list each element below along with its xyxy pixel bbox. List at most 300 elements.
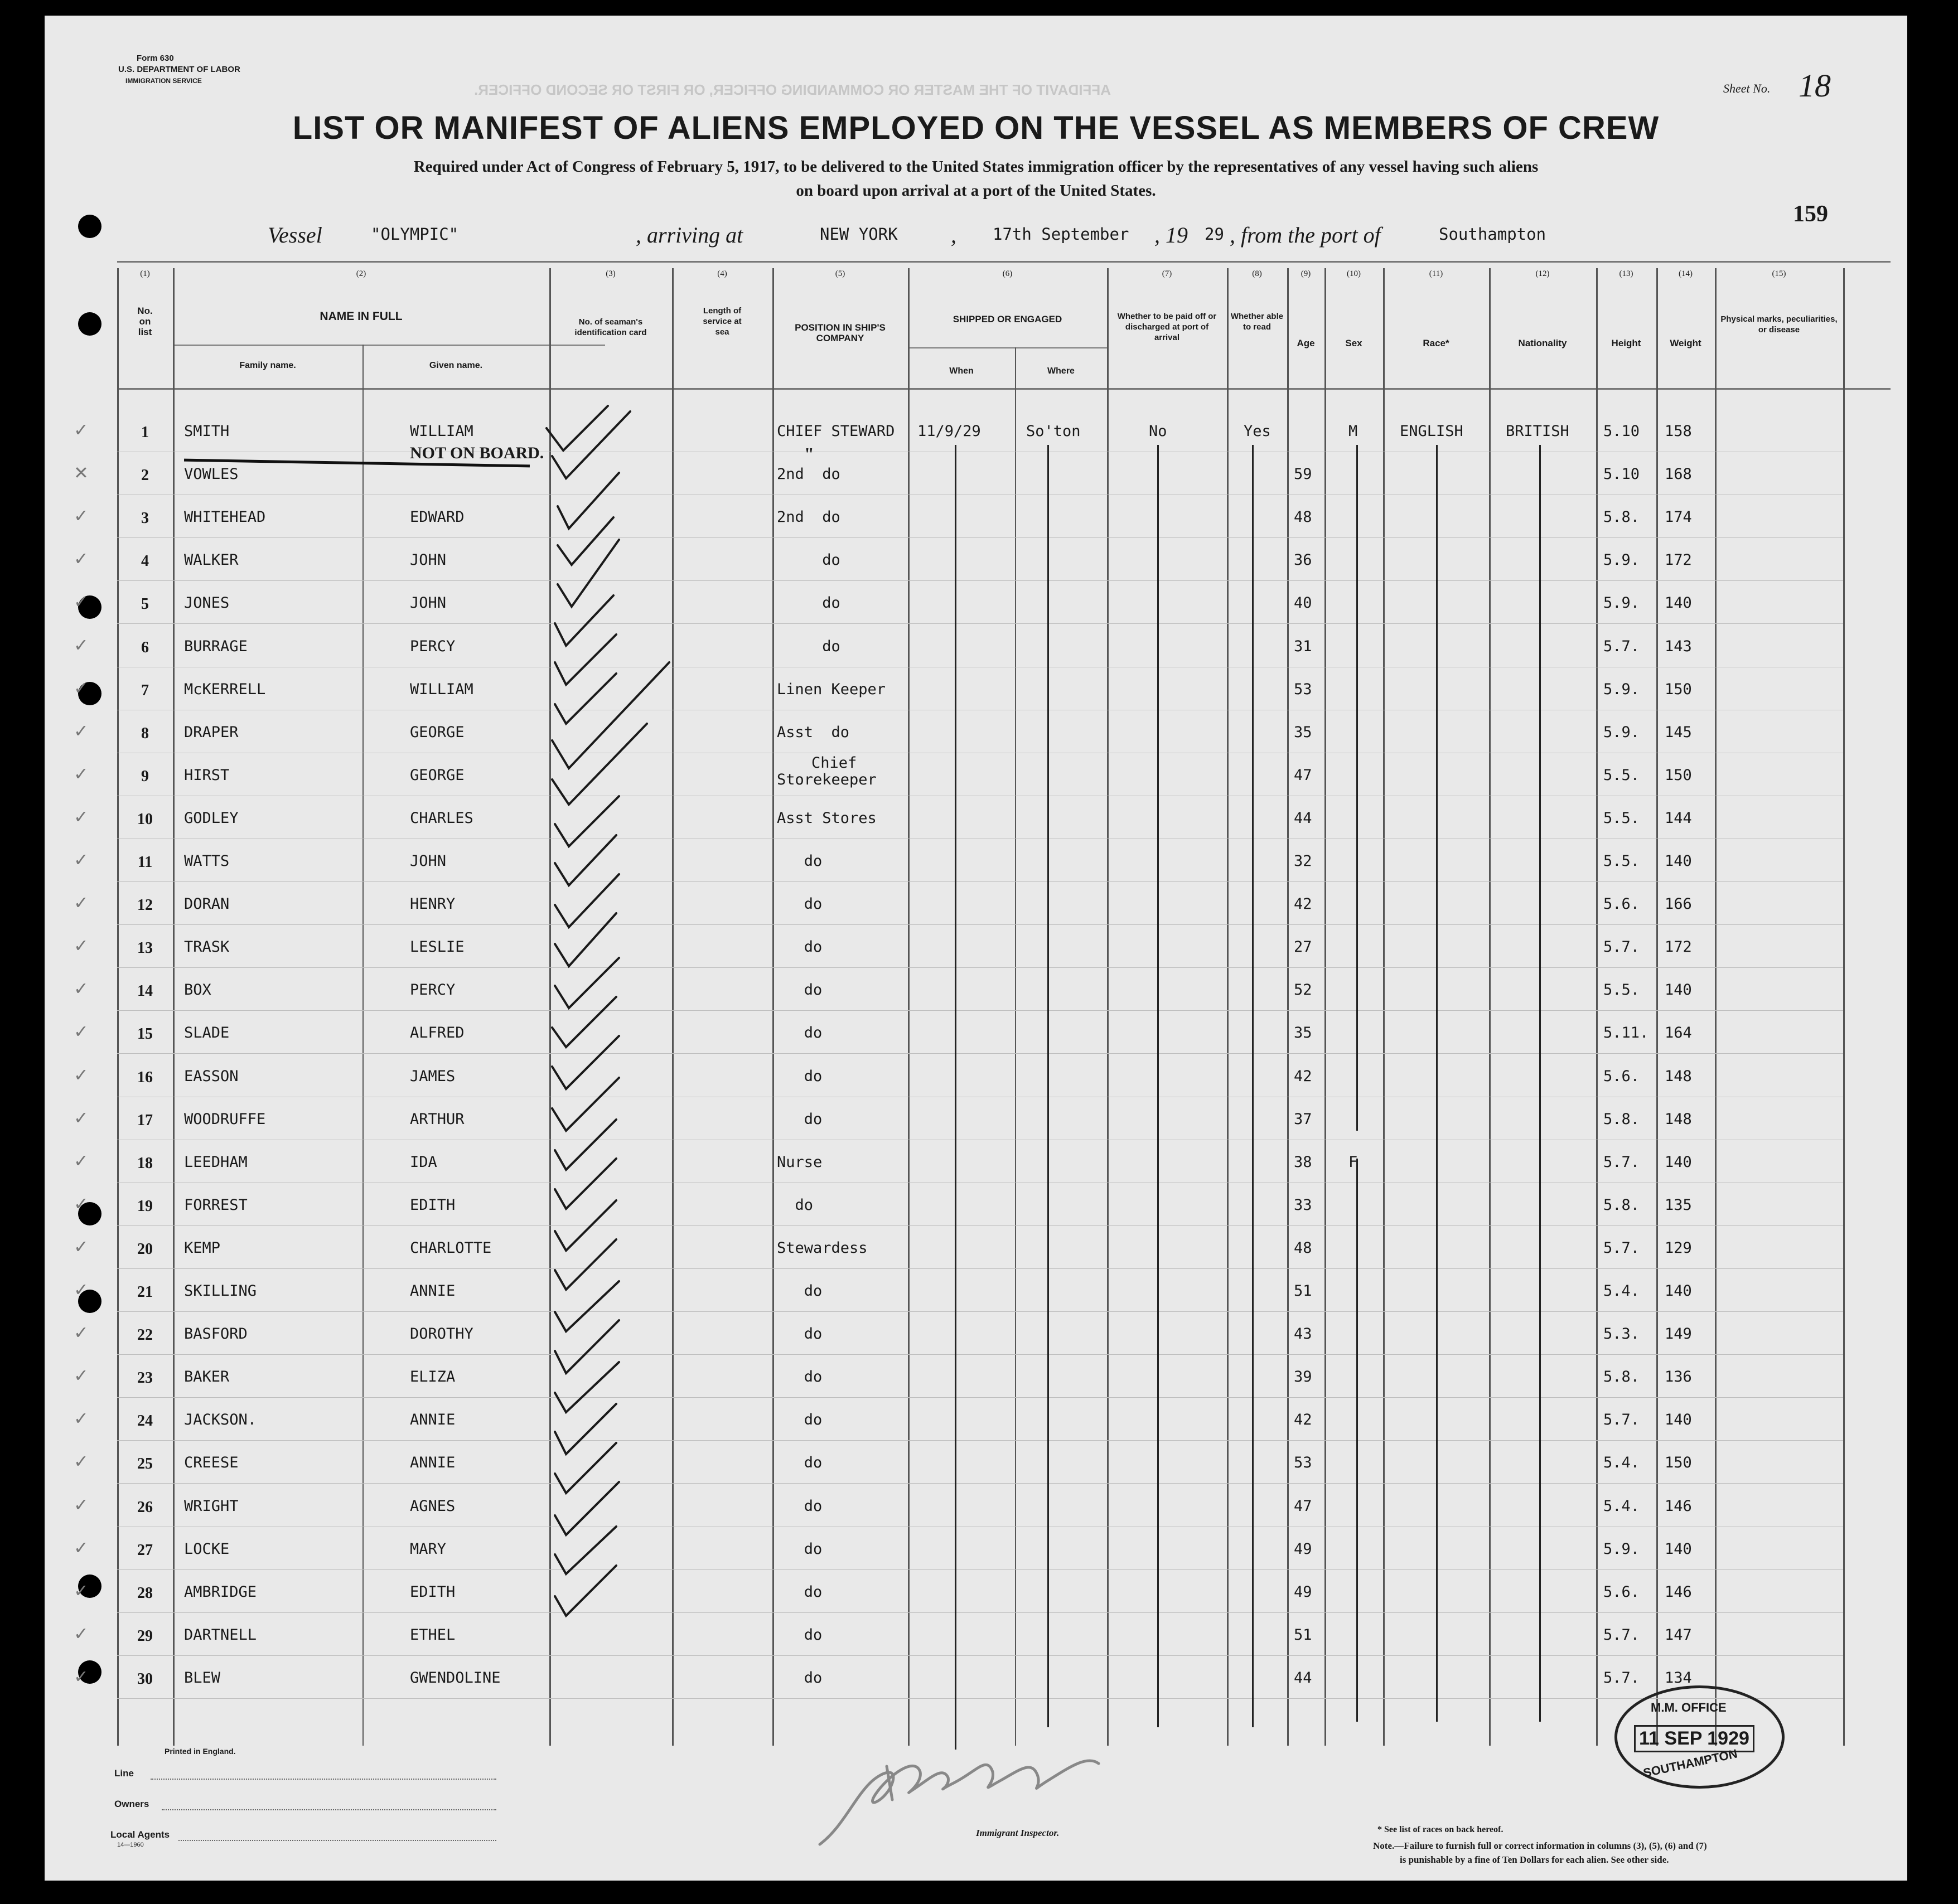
check-mark: ✓ — [74, 850, 89, 870]
position-cell: do — [777, 938, 823, 956]
age-cell: 48 — [1294, 508, 1312, 526]
header-bottom-rule — [117, 388, 1891, 390]
row-number: 7 — [141, 682, 149, 699]
given-name-cell: AGNES — [410, 1498, 456, 1515]
check-mark: ✓ — [74, 1280, 89, 1300]
given-name-cell: JOHN — [410, 551, 447, 569]
shipped-when-cell: 11/9/29 — [917, 423, 981, 440]
given-name-cell: ETHEL — [410, 1626, 456, 1644]
height-cell: 5.5. — [1603, 767, 1640, 784]
row-number: 14 — [137, 982, 153, 1000]
col-divider — [1656, 268, 1658, 1746]
inspector-signature — [809, 1733, 1121, 1855]
nationality-cell: BRITISH — [1506, 423, 1569, 440]
family-name-cell: LEEDHAM — [184, 1154, 248, 1171]
ditto-mark: " — [804, 444, 814, 464]
family-name-cell: SKILLING — [184, 1282, 257, 1300]
given-name-cell: ELIZA — [410, 1368, 456, 1385]
subtitle-line2: on board upon arrival at a port of the United States. — [796, 182, 1156, 200]
row-rule — [117, 1440, 1843, 1441]
row-number: 12 — [137, 897, 153, 914]
age-cell: 47 — [1294, 767, 1312, 784]
given-name-cell: CHARLES — [410, 810, 473, 827]
position-cell: do — [777, 1024, 823, 1041]
given-name-cell: EDITH — [410, 1583, 456, 1601]
row-number: 17 — [137, 1112, 153, 1129]
weight-cell: 134 — [1665, 1669, 1692, 1687]
col-5-number: (5) — [835, 269, 845, 278]
age-cell: 36 — [1294, 551, 1312, 569]
position-cell: do — [777, 895, 823, 913]
line-label: Line — [114, 1768, 134, 1779]
age-cell: 35 — [1294, 1024, 1312, 1041]
col-13-header: Height — [1611, 338, 1641, 348]
family-name-cell: DARTNELL — [184, 1626, 257, 1644]
given-name-cell: WILLIAM — [410, 681, 473, 698]
paid-off-cell: No — [1149, 423, 1167, 440]
age-cell: 44 — [1294, 1669, 1312, 1687]
given-name-cell: LESLIE — [410, 938, 465, 956]
vessel-label: Vessel — [268, 222, 322, 248]
row-rule — [117, 537, 1843, 538]
given-name-cell: IDA — [410, 1154, 437, 1171]
weight-cell: 144 — [1665, 810, 1692, 827]
position-cell: Linen Keeper — [777, 681, 886, 698]
age-cell: 35 — [1294, 724, 1312, 741]
row-number: 6 — [141, 639, 149, 656]
height-cell: 5.6. — [1603, 1068, 1640, 1085]
given-name-cell: JAMES — [410, 1068, 456, 1085]
given-name-cell: EDWARD — [410, 508, 465, 526]
service-label: IMMIGRATION SERVICE — [125, 77, 202, 85]
row-number: 4 — [141, 553, 149, 570]
family-name-cell: FORREST — [184, 1196, 248, 1214]
binder-hole — [78, 215, 101, 238]
department-label: U.S. DEPARTMENT OF LABOR — [118, 65, 240, 74]
position-cell: do — [777, 852, 823, 870]
age-cell: 53 — [1294, 1454, 1312, 1471]
col-9-number: (9) — [1301, 269, 1311, 278]
given-name-cell: ALFRED — [410, 1024, 465, 1041]
row-rule — [117, 1268, 1843, 1269]
col-5-header: POSITION IN SHIP'S COMPANY — [795, 322, 886, 343]
family-name-cell: GODLEY — [184, 810, 239, 827]
weight-cell: 150 — [1665, 1454, 1692, 1471]
age-cell: 33 — [1294, 1196, 1312, 1214]
weight-cell: 135 — [1665, 1196, 1692, 1214]
check-mark: ✓ — [74, 635, 89, 655]
col-divider — [173, 268, 175, 1746]
weight-cell: 140 — [1665, 1540, 1692, 1558]
age-cell: 43 — [1294, 1325, 1312, 1343]
position-cell: Stewardess — [777, 1239, 868, 1257]
family-name-header: Family name. — [239, 361, 296, 370]
family-name-cell: WOODRUFFE — [184, 1111, 266, 1128]
ditto-line — [1047, 445, 1049, 1727]
given-name-cell: CHARLOTTE — [410, 1239, 492, 1257]
row-number: 9 — [141, 768, 149, 785]
weight-cell: 146 — [1665, 1498, 1692, 1515]
row-number: 23 — [137, 1369, 153, 1387]
check-mark: ✓ — [74, 893, 89, 913]
age-cell: 31 — [1294, 638, 1312, 655]
height-cell: 5.10 — [1603, 423, 1640, 440]
weight-cell: 172 — [1665, 938, 1692, 956]
weight-cell: 140 — [1665, 1282, 1692, 1300]
family-name-cell: SLADE — [184, 1024, 230, 1041]
vessel-name: "OLYMPIC" — [371, 225, 459, 244]
col-4-number: (4) — [717, 269, 727, 278]
position-cell: do — [777, 981, 823, 999]
position-cell: do — [777, 1325, 823, 1343]
office-stamp — [1614, 1685, 1785, 1789]
check-mark: ✓ — [74, 1194, 89, 1214]
weight-cell: 149 — [1665, 1325, 1692, 1343]
col-2-number: (2) — [356, 269, 366, 278]
height-cell: 5.9. — [1603, 681, 1640, 698]
age-cell: 49 — [1294, 1540, 1312, 1558]
col-6-header: SHIPPED OR ENGAGED — [953, 314, 1062, 324]
height-cell: 5.6. — [1603, 1583, 1640, 1601]
col-12-header: Nationality — [1518, 338, 1567, 348]
weight-cell: 148 — [1665, 1068, 1692, 1085]
arrival-year: 29 — [1205, 225, 1224, 244]
check-mark: ✓ — [74, 1365, 89, 1385]
family-name-cell: LOCKE — [184, 1540, 230, 1558]
line-field — [151, 1779, 496, 1780]
height-cell: 5.3. — [1603, 1325, 1640, 1343]
weight-cell: 150 — [1665, 767, 1692, 784]
position-cell: do — [777, 1111, 823, 1128]
col-6-when-header: When — [949, 366, 974, 376]
given-name-cell: PERCY — [410, 638, 456, 655]
row-rule — [117, 1053, 1843, 1054]
row-rule — [117, 1311, 1843, 1312]
owners-label: Owners — [114, 1799, 149, 1809]
col-7-header: Whether to be paid off or discharged at port of arrival — [1117, 312, 1217, 342]
arrival-port: NEW YORK — [820, 225, 898, 244]
height-cell: 5.7. — [1603, 1669, 1640, 1687]
given-name-cell: JOHN — [410, 852, 447, 870]
page-number: 159 — [1793, 201, 1828, 227]
check-mark: ✓ — [74, 1408, 89, 1428]
height-cell: 5.6. — [1603, 895, 1640, 913]
date-separator: , — [951, 222, 956, 248]
col-divider — [1596, 268, 1598, 1746]
col-6-where-header: Where — [1047, 366, 1075, 376]
age-cell: 47 — [1294, 1498, 1312, 1515]
row-rule — [117, 1655, 1843, 1656]
given-name-cell: ARTHUR — [410, 1111, 465, 1128]
weight-cell: 140 — [1665, 981, 1692, 999]
weight-cell: 140 — [1665, 594, 1692, 612]
col-1-number: (1) — [140, 269, 150, 278]
stamp-date: 11 SEP 1929 — [1634, 1725, 1754, 1752]
stamp-bottom-text: SOUTHAMPTON — [1642, 1746, 1739, 1780]
col-divider — [772, 268, 774, 1746]
col-divider — [1287, 268, 1289, 1746]
position-cell: do — [777, 1498, 823, 1515]
weight-cell: 140 — [1665, 852, 1692, 870]
arriving-label: , arriving at — [636, 222, 743, 248]
col-divider — [1324, 268, 1326, 1746]
given-name-cell: DOROTHY — [410, 1325, 473, 1343]
row-rule — [117, 1225, 1843, 1226]
height-cell: 5.7. — [1603, 1239, 1640, 1257]
weight-cell: 168 — [1665, 466, 1692, 483]
given-name-cell: EDITH — [410, 1196, 456, 1214]
row-number: 28 — [137, 1585, 153, 1602]
col-divider — [1489, 268, 1491, 1746]
check-mark: ✓ — [74, 978, 89, 999]
row-number: 13 — [137, 939, 153, 957]
row-rule — [117, 924, 1843, 925]
age-cell: 27 — [1294, 938, 1312, 956]
check-mark: ✓ — [74, 420, 89, 440]
weight-cell: 150 — [1665, 681, 1692, 698]
row-number: 22 — [137, 1326, 153, 1344]
check-mark: ✓ — [74, 1151, 89, 1171]
family-name-cell: HIRST — [184, 767, 230, 784]
position-cell: Storekeeper — [777, 771, 877, 788]
family-name-cell: AMBRIDGE — [184, 1583, 257, 1601]
able-to-read-cell: Yes — [1244, 423, 1271, 440]
not-on-board-note: NOT ON BOARD. — [410, 444, 544, 462]
races-note: * See list of races on back hereof. — [1377, 1825, 1503, 1834]
check-mark: ✓ — [74, 1108, 89, 1128]
family-name-cell: BURRAGE — [184, 638, 248, 655]
given-name-cell: GEORGE — [410, 767, 465, 784]
age-cell: 42 — [1294, 895, 1312, 913]
col-divider — [1843, 268, 1845, 1746]
height-cell: 5.8. — [1603, 1368, 1640, 1385]
stamp-top-text: M.M. OFFICE — [1651, 1700, 1727, 1714]
age-cell: 39 — [1294, 1368, 1312, 1385]
position-cell: do — [777, 1196, 814, 1214]
form-number: Form 630 — [137, 54, 174, 63]
row-rule — [117, 1483, 1843, 1484]
given-name-cell: JOHN — [410, 594, 447, 612]
height-cell: 5.5. — [1603, 981, 1640, 999]
height-cell: 5.8. — [1603, 508, 1640, 526]
race-cell: ENGLISH — [1400, 423, 1463, 440]
height-cell: 5.7. — [1603, 1411, 1640, 1428]
family-name-cell: WATTS — [184, 852, 230, 870]
ditto-line — [1252, 445, 1254, 1727]
row-number: 18 — [137, 1155, 153, 1172]
check-mark: ✓ — [74, 1021, 89, 1041]
family-name-cell: McKERRELL — [184, 681, 266, 698]
col-3-number: (3) — [606, 269, 616, 278]
family-name-cell: CREESE — [184, 1454, 239, 1471]
weight-cell: 164 — [1665, 1024, 1692, 1041]
col-divider — [1227, 268, 1229, 1746]
check-mark: ✓ — [74, 1322, 89, 1343]
check-mark: ✓ — [74, 678, 89, 698]
height-cell: 5.7. — [1603, 1626, 1640, 1644]
family-name-cell: BOX — [184, 981, 211, 999]
given-name-cell: ANNIE — [410, 1454, 456, 1471]
year-prefix: , 19 — [1154, 222, 1188, 248]
check-mark: ✓ — [74, 1495, 89, 1515]
age-cell: 59 — [1294, 466, 1312, 483]
given-name-cell: ANNIE — [410, 1282, 456, 1300]
row-number: 27 — [137, 1542, 153, 1559]
height-cell: 5.4. — [1603, 1454, 1640, 1471]
col-10-number: (10) — [1347, 269, 1361, 278]
row-number: 10 — [137, 811, 153, 828]
given-name-cell: GWENDOLINE — [410, 1669, 501, 1687]
cross-mark: ✕ — [74, 463, 89, 483]
family-name-cell: WALKER — [184, 551, 239, 569]
weight-cell: 158 — [1665, 423, 1692, 440]
col-divider — [117, 268, 119, 1746]
weight-cell: 140 — [1665, 1154, 1692, 1171]
row-number: 16 — [137, 1069, 153, 1086]
col-divider — [1383, 268, 1385, 1746]
given-name-cell: HENRY — [410, 895, 456, 913]
col-13-number: (13) — [1619, 269, 1633, 278]
penalty-note-line2: is punishable by a fine of Ten Dollars for each alien. See other side. — [1400, 1854, 1669, 1865]
ditto-line — [1157, 445, 1159, 1727]
col-6-number: (6) — [1002, 269, 1013, 278]
col-14-number: (14) — [1679, 269, 1693, 278]
age-cell: 42 — [1294, 1411, 1312, 1428]
family-name-cell: DRAPER — [184, 724, 239, 741]
position-cell: Asst do — [777, 724, 850, 741]
check-mark: ✓ — [74, 1065, 89, 1085]
col-divider — [362, 345, 364, 1746]
weight-cell: 136 — [1665, 1368, 1692, 1385]
col-divider — [1015, 347, 1016, 1746]
col-2-header: NAME IN FULL — [320, 310, 403, 323]
row-number: 25 — [137, 1455, 153, 1472]
height-cell: 5.9. — [1603, 551, 1640, 569]
position-cell: do — [777, 1368, 823, 1385]
weight-cell: 129 — [1665, 1239, 1692, 1257]
col-1-header: No. on list — [137, 306, 153, 337]
page-title: LIST OR MANIFEST OF ALIENS EMPLOYED ON THE VESSEL AS MEMBERS OF CREW — [292, 110, 1660, 146]
position-cell: CHIEF STEWARD — [777, 423, 895, 440]
col-11-header: Race* — [1423, 338, 1449, 348]
col-10-header: Sex — [1345, 338, 1362, 348]
col-divider — [1107, 268, 1109, 1746]
height-cell: 5.7. — [1603, 638, 1640, 655]
age-cell: 42 — [1294, 1068, 1312, 1085]
check-mark: ✓ — [74, 936, 89, 956]
col-12-number: (12) — [1535, 269, 1550, 278]
row-number: 30 — [137, 1670, 153, 1688]
age-cell: 40 — [1294, 594, 1312, 612]
printed-in-label: Printed in England. — [165, 1747, 236, 1756]
age-cell: 48 — [1294, 1239, 1312, 1257]
given-name-cell: GEORGE — [410, 724, 465, 741]
given-name-cell: ANNIE — [410, 1411, 456, 1428]
position-cell: do — [777, 1411, 823, 1428]
weight-cell: 147 — [1665, 1626, 1692, 1644]
row-rule — [117, 967, 1843, 968]
age-cell: 38 — [1294, 1154, 1312, 1171]
weight-cell: 140 — [1665, 1411, 1692, 1428]
owners-field — [162, 1809, 496, 1810]
ditto-line — [1356, 1159, 1358, 1722]
age-cell: 51 — [1294, 1626, 1312, 1644]
row-number: 24 — [137, 1412, 153, 1430]
table-top-rule — [117, 261, 1891, 263]
position-cell: do — [777, 594, 840, 612]
height-cell: 5.10 — [1603, 466, 1640, 483]
check-mark: ✓ — [74, 1237, 89, 1257]
sheet-no-value: 18 — [1799, 67, 1831, 104]
position-cell: do — [777, 1626, 823, 1644]
family-name-cell: JONES — [184, 594, 230, 612]
check-mark: ✓ — [74, 764, 89, 784]
col-divider — [908, 268, 910, 1746]
position-cell: do — [777, 638, 840, 655]
age-cell: 52 — [1294, 981, 1312, 999]
row-rule — [117, 881, 1843, 882]
age-cell: 44 — [1294, 810, 1312, 827]
row-rule — [117, 1010, 1843, 1011]
given-name-cell: WILLIAM — [410, 423, 473, 440]
weight-cell: 143 — [1665, 638, 1692, 655]
penalty-note-line1: Note.—Failure to furnish full or correct information in columns (3), (5), (6) and (7) — [1373, 1840, 1707, 1851]
ditto-line — [1356, 445, 1358, 1131]
position-cell: do — [777, 1669, 823, 1687]
family-name-cell: TRASK — [184, 938, 230, 956]
row-number: 20 — [137, 1241, 153, 1258]
row-rule — [117, 580, 1843, 581]
check-mark: ✓ — [74, 721, 89, 741]
family-name-cell: DORAN — [184, 895, 230, 913]
col-9-header: Age — [1297, 338, 1315, 348]
col-7-number: (7) — [1162, 269, 1172, 278]
height-cell: 5.5. — [1603, 852, 1640, 870]
check-mark: ✓ — [74, 807, 89, 827]
position-cell: do — [777, 1583, 823, 1601]
sheet-no-label: Sheet No. — [1723, 81, 1771, 95]
arrival-date: 17th September — [993, 225, 1129, 244]
check-mark: ✓ — [74, 1666, 89, 1687]
name-header-rule — [173, 345, 605, 346]
col-11-number: (11) — [1429, 269, 1443, 278]
col-15-number: (15) — [1772, 269, 1786, 278]
height-cell: 5.8. — [1603, 1111, 1640, 1128]
family-name-cell: BLEW — [184, 1669, 221, 1687]
inspector-label: Immigrant Inspector. — [976, 1828, 1060, 1838]
weight-cell: 166 — [1665, 895, 1692, 913]
row-rule — [117, 1569, 1843, 1570]
height-cell: 5.9. — [1603, 1540, 1640, 1558]
check-mark: ✓ — [74, 1451, 89, 1471]
check-mark: ✓ — [74, 506, 89, 526]
check-mark: ✓ — [74, 1624, 89, 1644]
position-cell: do — [777, 1282, 823, 1300]
col-8-header: Whether able to read — [1230, 312, 1284, 332]
col-3-header: No. of seaman's identification card — [574, 317, 647, 337]
family-name-cell: BASFORD — [184, 1325, 248, 1343]
position-cell: do — [777, 1454, 823, 1471]
row-rule — [117, 1397, 1843, 1398]
check-mark: ✓ — [74, 1538, 89, 1558]
position-cell: 2nd do — [777, 508, 840, 526]
height-cell: 5.11. — [1603, 1024, 1649, 1041]
row-number: 29 — [137, 1627, 153, 1645]
row-number: 2 — [141, 467, 149, 484]
weight-cell: 172 — [1665, 551, 1692, 569]
height-cell: 5.4. — [1603, 1282, 1640, 1300]
bleed-through-text: AFFIDAVIT OF THE MASTER OR COMMANDING OFFICER, OR FIRST OR SECOND OFFICER. — [474, 81, 1111, 98]
